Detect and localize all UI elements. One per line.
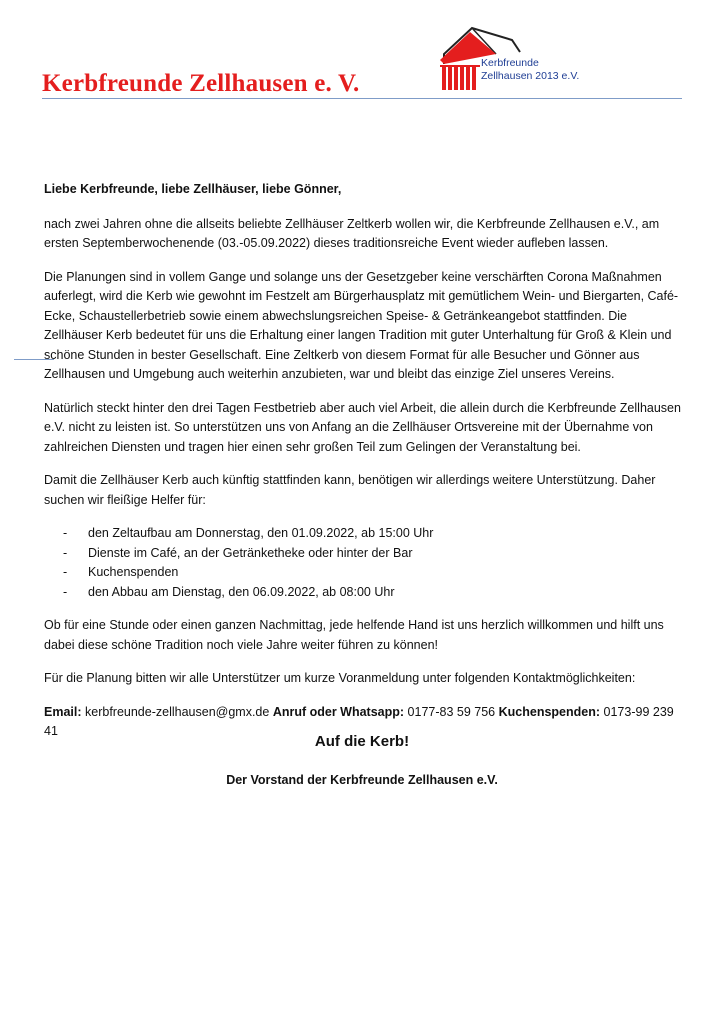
logo-text-line2: Zellhausen 2013 e.V. [481,70,580,82]
logo-text-line1: Kerbfreunde [481,57,539,69]
welcome-paragraph: Ob für eine Stunde oder einen ganzen Nachmittag, jede helfende Hand ist uns herzlich willkommen und hilft uns dabei diese schöne Tradition noch viele Jahre weiter führen zu können! [44,618,664,652]
list-dash: - [63,565,68,579]
intro-paragraph: nach zwei Jahren ohne die allseits beliebte Zellhäuser Zeltkerb wollen wir, die Kerbfreunde Zellhausen e.V., am ersten Septemberwochenende (03.-05.09.2022) dieses traditionsreiche Event wieder aufleben lassen. [44,216,660,250]
phone-number: 0177-83 59 756 [407,704,496,719]
list-item-text: den Abbau am Dienstag, den 06.09.2022, ab 08:00 Uhr [88,584,395,599]
organization-title: Kerbfreunde Zellhausen e. V. [42,70,360,97]
phone-label: Anruf oder Whatsapp: [272,704,405,719]
closing-cheer: Auf die Kerb! [314,733,410,750]
helper-task-list [44,524,682,602]
helpers-needed-paragraph: Damit die Zellhäuser Kerb auch künftig stattfinden kann, benötigen wir allerdings weitere Unterstützung. Daher suchen wir fleißige Helfer für: [44,473,656,507]
list-item [44,583,682,603]
registration-paragraph: Für die Planung bitten wir alle Unterstützer um kurze Voranmeldung unter folgenden Kontaktmöglichkeiten: [44,671,636,685]
list-item [44,544,682,564]
greeting: Liebe Kerbfreunde, liebe Zellhäuser, liebe Gönner, [44,182,342,196]
list-item-text: den Zeltaufbau am Donnerstag, den 01.09.2022, ab 15:00 Uhr [88,526,434,540]
list-dash: - [63,526,68,540]
planning-paragraph: Die Planungen sind in vollem Gange und solange uns der Gesetzgeber keine verschärften Corona Maßnahmen auferlegt, wird die Kerb wie gewohnt im Festzelt am Bürgerhausplatz mit gemütlichem Wein- und Biergarten, Café-Ecke, Schaustellerbetrieb sowie einem abwechslungsreichen Speise- & Getränkeangebot stattfinden. Die Zellhäuser Kerb bedeutet für uns die Erhaltung einer langen Tradition mit guter Unterhaltung für Groß & Klein und schöne Stunden in bester Gesellschaft. Eine Zeltkerb von diesem Format für alle Besucher und Gönner aus Zellhausen und Umgebung auch weiterhin anzubieten, war und bleibt das einzige Ziel unseres Vereins. [44,269,679,381]
list-dash: - [63,584,68,599]
cake-donation-phone: 0173-99 239 41 [44,704,674,738]
list-item [44,563,682,583]
email-address[interactable]: kerbfreunde-zellhausen@gmx.de [85,704,270,719]
letter-body [44,180,682,742]
list-item-text: Kuchenspenden [88,565,179,579]
list-dash: - [63,545,68,560]
list-item [44,524,682,544]
signature: Der Vorstand der Kerbfreunde Zellhausen e.V. [226,773,498,787]
email-label: Email: [44,704,82,719]
header-divider [42,98,682,99]
club-logo [436,24,580,94]
list-item-text: Dienste im Café, an der Getränketheke oder hinter der Bar [88,545,413,560]
support-paragraph: Natürlich steckt hinter den drei Tagen Festbetrieb aber auch viel Arbeit, die allein durch die Kerbfreunde Zellhausen e.V. nicht zu leisten ist. So unterstützen uns von Anfang an die Zellhäuser Ortsvereine mit der Übernahme von zahlreichen Diensten und tragen hier einen sehr großen Teil zum Gelingen der Veranstaltung bei. [44,400,681,454]
cake-donation-label: Kuchenspenden: [498,704,601,719]
